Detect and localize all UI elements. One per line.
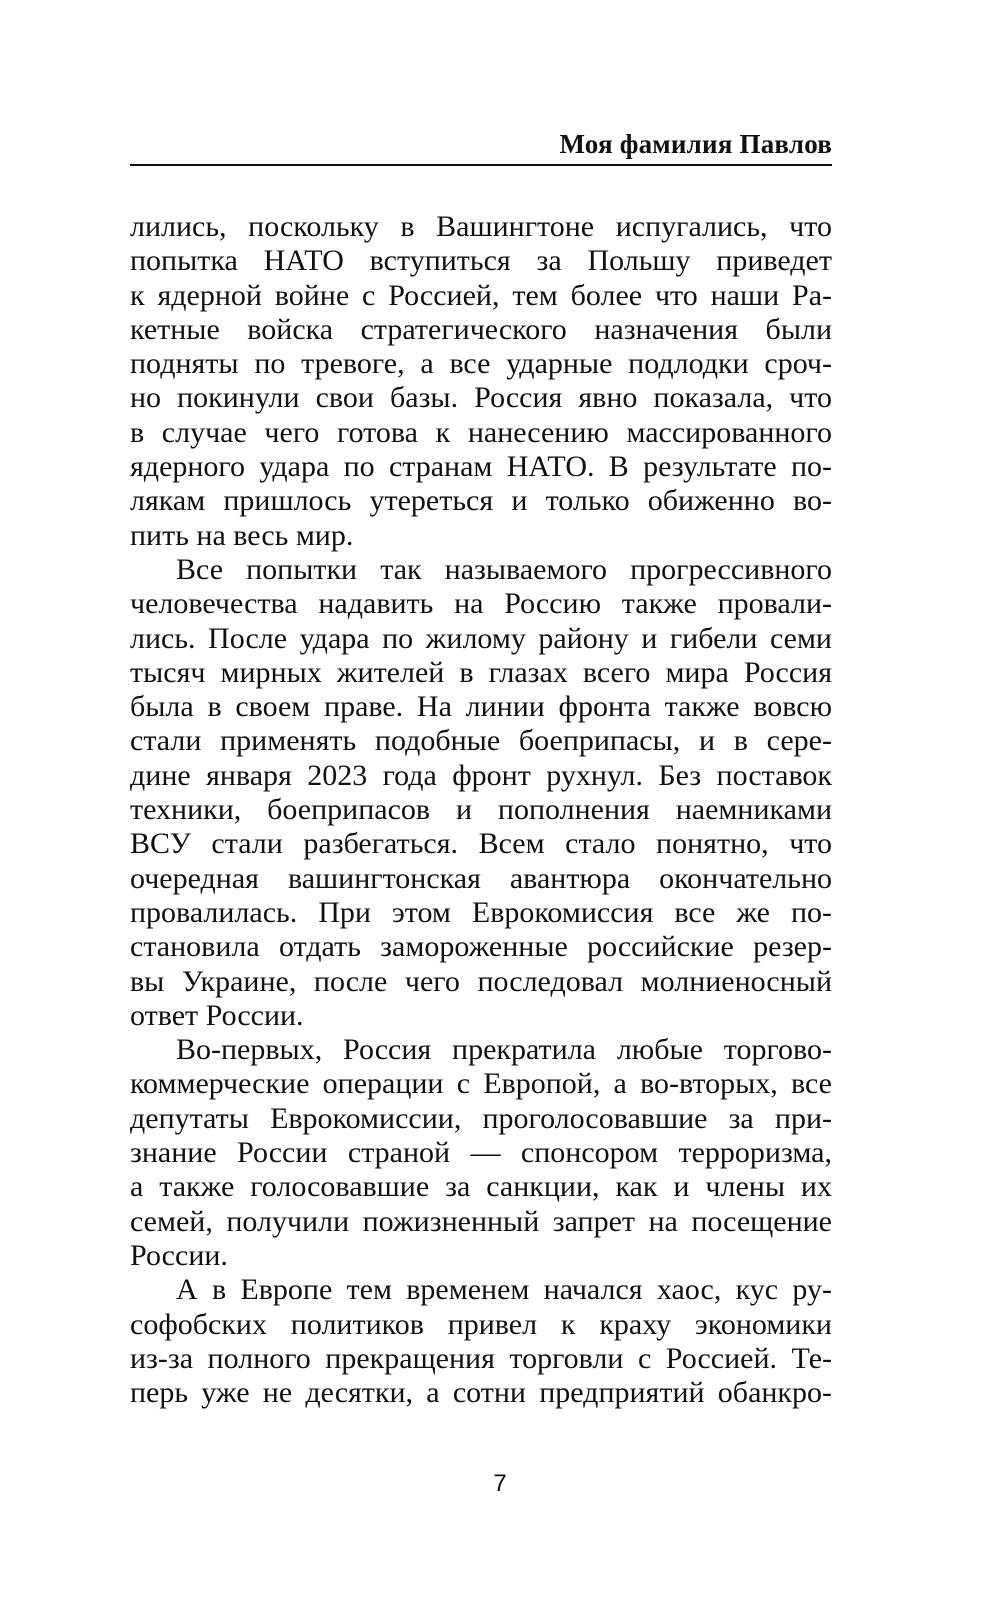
text-line: ядерного удара по странам НАТО. В результате по- bbox=[130, 450, 832, 484]
text-line: коммерческие операции с Европой, а во-вторых, все bbox=[130, 1067, 832, 1101]
text-line: но покинули свои базы. Россия явно показала, что bbox=[130, 381, 832, 415]
text-line: вы Украине, после чего последовал молниеносный bbox=[130, 964, 832, 998]
text-line: лись. После удара по жилому району и гибели семи bbox=[130, 621, 832, 655]
text-line: депутаты Еврокомиссии, проголосовавшие за при- bbox=[130, 1101, 832, 1135]
text-line: в случае чего готова к нанесению массированного bbox=[130, 415, 832, 449]
text-line: дине января 2023 года фронт рухнул. Без поставок bbox=[130, 758, 832, 792]
text-line: Во-первых, Россия прекратила любые торгово- bbox=[176, 1033, 832, 1067]
running-head bbox=[130, 128, 832, 166]
text-line: ответ России. bbox=[130, 998, 304, 1032]
text-line: Все попытки так называемого прогрессивного bbox=[176, 552, 832, 586]
text-line: провалилась. При этом Еврокомиссия все же по- bbox=[130, 895, 832, 929]
text-line: техники, боеприпасов и пополнения наемниками bbox=[130, 793, 832, 827]
text-line: перь уже не десятки, а сотни предприятий обанкро- bbox=[130, 1376, 832, 1410]
paragraph bbox=[130, 1273, 832, 1410]
text-line: человечества надавить на Россию также провали- bbox=[130, 587, 832, 621]
body-text bbox=[130, 210, 832, 1410]
paragraph bbox=[130, 553, 832, 1033]
text-line: становила отдать замороженные российские резер- bbox=[130, 930, 832, 964]
text-line: из-за полного прекращения торговли с Россией. Те- bbox=[130, 1341, 832, 1375]
text-line: а также голосовавшие за санкции, как и члены их bbox=[130, 1170, 832, 1204]
text-line: софобских политиков привел к краху экономики bbox=[130, 1307, 832, 1341]
text-line: пить на весь мир. bbox=[130, 518, 354, 552]
text-line: семей, получили пожизненный запрет на посещение bbox=[130, 1204, 832, 1238]
text-line: знание России страной — спонсором терроризма, bbox=[130, 1136, 832, 1170]
text-line: лякам пришлось утереться и только обиженно во- bbox=[130, 484, 832, 518]
text-line: подняты по тревоге, а все ударные подлодки сроч- bbox=[130, 347, 832, 381]
page-number: 7 bbox=[493, 1470, 507, 1497]
text-line: ВСУ стали разбегаться. Всем стало понятно, что bbox=[130, 827, 832, 861]
text-line: лились, поскольку в Вашингтоне испугались, что bbox=[130, 210, 832, 243]
text-line: тысяч мирных жителей в глазах всего мира Россия bbox=[130, 655, 832, 689]
text-line: стали применять подобные боеприпасы, и в сере- bbox=[130, 724, 832, 758]
text-line: была в своем праве. На линии фронта также вовсю bbox=[130, 690, 832, 724]
text-line: очередная вашингтонская авантюра окончательно bbox=[130, 861, 832, 895]
text-line: попытка НАТО вступиться за Польшу приведет bbox=[130, 244, 832, 278]
text-line: к ядерной войне с Россией, тем более что наши Ра- bbox=[130, 278, 832, 312]
paragraph bbox=[130, 1033, 832, 1273]
running-head-title: Моя фамилия Павлов bbox=[559, 129, 832, 159]
text-line: кетные войска стратегического назначения были bbox=[130, 312, 832, 346]
text-line: А в Европе тем временем начался хаос, кус ру- bbox=[176, 1273, 832, 1307]
text-line: России. bbox=[130, 1238, 228, 1272]
paragraph bbox=[130, 210, 832, 553]
